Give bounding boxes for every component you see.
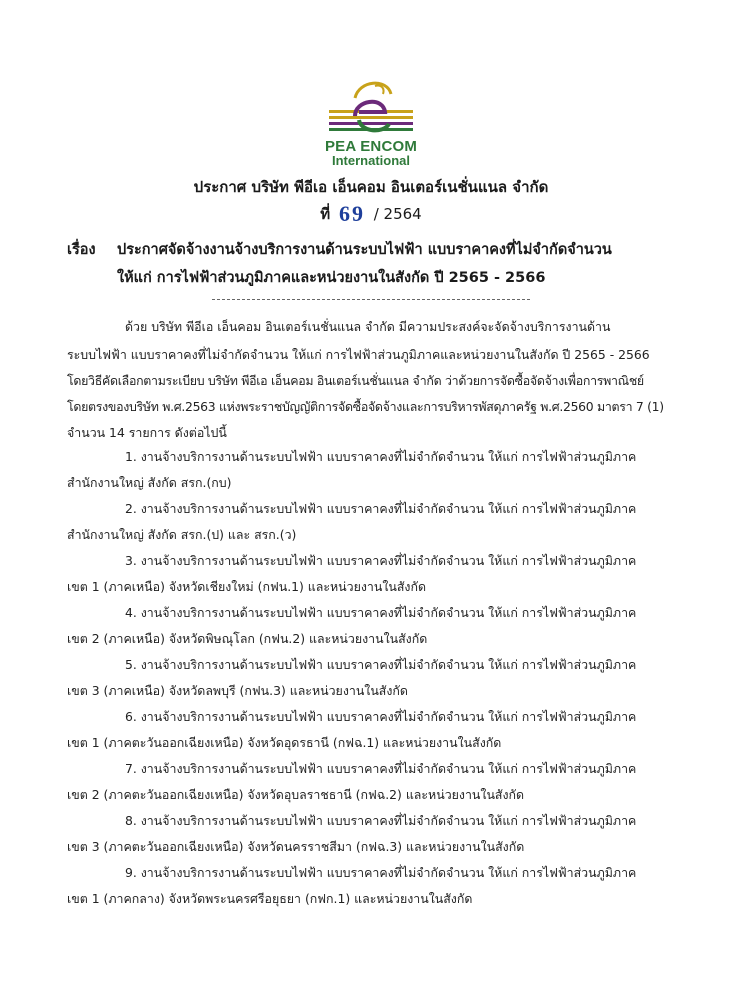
- number-label: ที่: [320, 205, 331, 223]
- subject-label: เรื่อง: [67, 242, 96, 258]
- list-item: 9. งานจ้างบริการงานด้านระบบไฟฟ้า แบบราคาคงที่ไม่จำกัดจำนวน ให้แก่ การไฟฟ้าส่วนภูมิภาค: [125, 865, 637, 880]
- list-item: 7. งานจ้างบริการงานด้านระบบไฟฟ้า แบบราคาคงที่ไม่จำกัดจำนวน ให้แก่ การไฟฟ้าส่วนภูมิภาค: [125, 761, 637, 776]
- list-item: เขต 1 (ภาคเหนือ) จังหวัดเชียงใหม่ (กฟน.1) และหน่วยงานในสังกัด: [67, 579, 427, 594]
- list-item: เขต 2 (ภาคเหนือ) จังหวัดพิษณุโลก (กฟน.2) และหน่วยงานในสังกัด: [67, 631, 428, 646]
- number-value: 69: [338, 201, 365, 226]
- list-item: 1. งานจ้างบริการงานด้านระบบไฟฟ้า แบบราคาคงที่ไม่จำกัดจำนวน ให้แก่ การไฟฟ้าส่วนภูมิภาค: [125, 449, 637, 464]
- list-item: 8. งานจ้างบริการงานด้านระบบไฟฟ้า แบบราคาคงที่ไม่จำกัดจำนวน ให้แก่ การไฟฟ้าส่วนภูมิภาค: [125, 813, 637, 828]
- list-item: เขต 1 (ภาคกลาง) จังหวัดพระนครศรีอยุธยา (กฟก.1) และหน่วยงานในสังกัด: [67, 891, 473, 906]
- list-item: สำนักงานใหญ่ สังกัด สรก.(ป) และ สรก.(ว): [67, 527, 297, 542]
- brand-name: PEA ENCOM: [324, 138, 418, 155]
- brand-subtitle: International: [331, 153, 410, 168]
- announcement-number: [0, 202, 742, 226]
- list-item: 2. งานจ้างบริการงานด้านระบบไฟฟ้า แบบราคาคงที่ไม่จำกัดจำนวน ให้แก่ การไฟฟ้าส่วนภูมิภาค: [125, 501, 637, 516]
- list-item: สำนักงานใหญ่ สังกัด สรก.(กบ): [67, 475, 232, 490]
- list-item: เขต 1 (ภาคตะวันออกเฉียงเหนือ) จังหวัดอุดรธานี (กฟฉ.1) และหน่วยงานในสังกัด: [67, 735, 502, 750]
- announcement-title: ประกาศ บริษัท พีอีเอ เอ็นคอม อินเตอร์เนชั่นแนล จำกัด: [193, 178, 549, 196]
- intro-line: โดยตรงของบริษัท พ.ศ.2563 แห่งพระราชบัญญัติการจัดซื้อจัดจ้างและการบริหารพัสดุภาครัฐ พ.ศ.2560 มาตรา 7 (1): [67, 399, 664, 414]
- intro-line: โดยวิธีคัดเลือกตามระเบียบ บริษัท พีอีเอ เอ็นคอม อินเตอร์เนชั่นแนล จำกัด ว่าด้วยการจัดซื้อจัดจ้างเพื่อการพาณิชย์: [67, 373, 644, 388]
- list-item: เขต 2 (ภาคตะวันออกเฉียงเหนือ) จังหวัดอุบลราชธานี (กฟฉ.2) และหน่วยงานในสังกัด: [67, 787, 525, 802]
- subject-line-2: ให้แก่ การไฟฟ้าส่วนภูมิภาคและหน่วยงานในสังกัด ปี 2565 - 2566: [117, 270, 546, 286]
- pea-encom-logo-icon: [325, 72, 417, 142]
- list-item: เขต 3 (ภาคตะวันออกเฉียงเหนือ) จังหวัดนครราชสีมา (กฟฉ.3) และหน่วยงานในสังกัด: [67, 839, 525, 854]
- list-item: 4. งานจ้างบริการงานด้านระบบไฟฟ้า แบบราคาคงที่ไม่จำกัดจำนวน ให้แก่ การไฟฟ้าส่วนภูมิภาค: [125, 605, 637, 620]
- list-item: เขต 3 (ภาคเหนือ) จังหวัดลพบุรี (กฟน.3) และหน่วยงานในสังกัด: [67, 683, 408, 698]
- subject-line-1: ประกาศจัดจ้างงานจ้างบริการงานด้านระบบไฟฟ้า แบบราคาคงที่ไม่จำกัดจำนวน: [117, 242, 612, 258]
- list-item: 5. งานจ้างบริการงานด้านระบบไฟฟ้า แบบราคาคงที่ไม่จำกัดจำนวน ให้แก่ การไฟฟ้าส่วนภูมิภาค: [125, 657, 637, 672]
- intro-line: ระบบไฟฟ้า แบบราคาคงที่ไม่จำกัดจำนวน ให้แก่ การไฟฟ้าส่วนภูมิภาคและหน่วยงานในสังกัด ปี 2565 - 2566: [67, 347, 650, 362]
- list-item: 6. งานจ้างบริการงานด้านระบบไฟฟ้า แบบราคาคงที่ไม่จำกัดจำนวน ให้แก่ การไฟฟ้าส่วนภูมิภาค: [125, 709, 637, 724]
- divider: [212, 299, 530, 300]
- number-year: / 2564: [373, 205, 422, 223]
- list-item: 3. งานจ้างบริการงานด้านระบบไฟฟ้า แบบราคาคงที่ไม่จำกัดจำนวน ให้แก่ การไฟฟ้าส่วนภูมิภาค: [125, 553, 637, 568]
- intro-line: ด้วย บริษัท พีอีเอ เอ็นคอม อินเตอร์เนชั่นแนล จำกัด มีความประสงค์จะจัดจ้างบริการงานด้าน: [125, 319, 611, 334]
- intro-line: จำนวน 14 รายการ ดังต่อไปนี้: [67, 425, 227, 440]
